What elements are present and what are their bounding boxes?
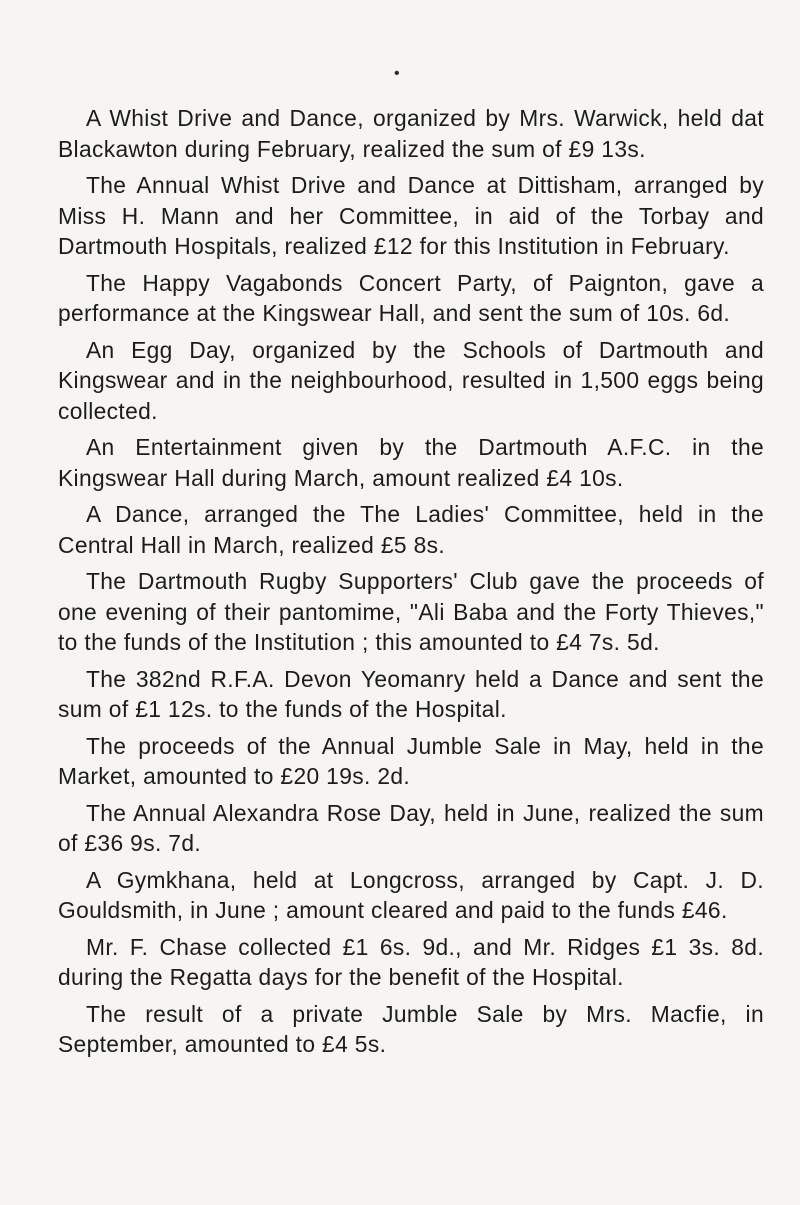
paragraph-happy-vagabonds: The Happy Vagabonds Concert Party, of Paignton, gave a performance at the Kingswear Hall, and sent the sum of 10s. 6d. <box>58 269 764 326</box>
paragraph-rose-day: The Annual Alexandra Rose Day, held in June, realized the sum of £36 9s. 7d. <box>58 799 764 856</box>
paragraph-whist-drive-blackawton: A Whist Drive and Dance, organized by Mrs. Warwick, held dat Blackawton during February, realized the sum of £9 13s. <box>58 105 764 162</box>
paragraph-whist-drive-dittisham: The Annual Whist Drive and Dance at Dittisham, arranged by Miss H. Mann and her Committee, in aid of the Torbay and Dartmouth Hospitals, realized £12 for this Institution in February. <box>58 172 764 259</box>
paragraph-ladies-dance: A Dance, arranged the The Ladies' Committee, held in the Central Hall in March, realized £5 8s. <box>58 501 764 558</box>
paragraph-devon-yeomanry: The 382nd R.F.A. Devon Yeomanry held a Dance and sent the sum of £1 12s. to the funds of the Hospital. <box>58 665 764 722</box>
page-mark: • <box>394 65 400 82</box>
paragraph-egg-day: An Egg Day, organized by the Schools of Dartmouth and Kingswear and in the neighbourhood, resulted in 1,500 eggs being collected. <box>58 336 764 424</box>
paragraph-entertainment-afc: An Entertainment given by the Dartmouth A.F.C. in the Kingswear Hall during March, amount realized £4 10s. <box>58 434 764 491</box>
donations-list <box>58 103 764 1066</box>
paragraph-private-jumble-sale: The result of a private Jumble Sale by Mrs. Macfie, in September, amounted to £4 5s. <box>58 1000 764 1057</box>
paragraph-jumble-sale-may: The proceeds of the Annual Jumble Sale in May, held in the Market, amounted to £20 19s. 2d. <box>58 732 764 789</box>
paragraph-rugby-supporters: The Dartmouth Rugby Supporters' Club gave the proceeds of one evening of their pantomime, "Ali Baba and the Forty Thieves," to the funds of the Institution ; this amounted to £4 7s. 5d. <box>58 568 764 655</box>
paragraph-gymkhana: A Gymkhana, held at Longcross, arranged by Capt. J. D. Gouldsmith, in June ; amount cleared and paid to the funds £46. <box>58 866 764 923</box>
paragraph-regatta-collections: Mr. F. Chase collected £1 6s. 9d., and Mr. Ridges £1 3s. 8d. during the Regatta days for the benefit of the Hospital. <box>58 933 764 990</box>
